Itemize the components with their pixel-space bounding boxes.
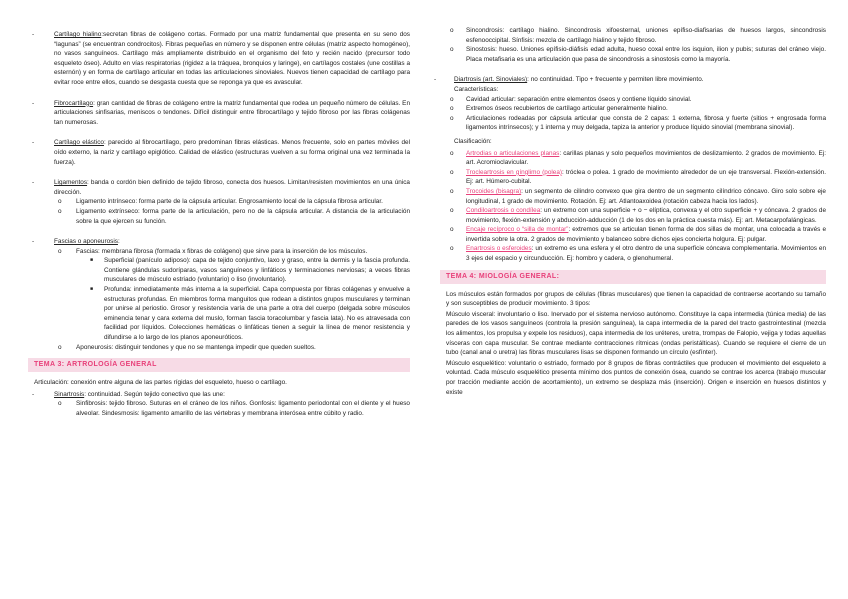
fibrocartilago-item <box>28 99 410 128</box>
bullet-dash: - <box>32 238 35 246</box>
bullet-circle: o <box>58 247 62 255</box>
sincondrosis-item: o Sincondrosis: cartílago hialino. Sincondrosis xifoesternal, uniones epífiso-diafisarias de huesos largos, sincondrosis esfenooccipital. Sínfisis: mezcla de cartílago hialino y tejido fibroso. <box>450 27 826 44</box>
diartrosis-term: Diartrosis (art. Sinoviales) <box>454 76 528 84</box>
bullet-circle: o <box>450 207 454 215</box>
cartilago-elastico-text: : parecido al fibrocartílago, pero predominan fibras elásticas. Menos frecuente, solo en partes móviles del oído externo, la nariz y cartílago epiglótico. Calidad de elástico (estructuras vuelven a su forma original una vez terminada la fuerza). <box>54 139 410 166</box>
bullet-circle: o <box>450 105 454 113</box>
bullet-circle: o <box>450 27 454 34</box>
clasificacion-item-trocoides: o Trocoides (bisagra): un segmento de cilindro convexo que gira dentro de un segmento cilíndrico cóncavo. Giro solo sobre eje longitudinal, 1 grado de movimiento. Rotación. Ej: art. Atlantoaxoidea (rotación cabeza hacia los lados). <box>450 187 826 205</box>
bullet-circle: o <box>450 46 454 54</box>
fibrocartilago-term: Fibrocartílago <box>54 99 94 107</box>
clasificacion-label: Clasificación: <box>454 137 492 145</box>
clasificacion-item-encaje-reciproco: o Encaje recíproco o “silla de montar”: extremos que se articulan tienen forma de dos sillas de montar, una colocada a través e invertida sobre la otra. 2 grados de movimiento y balanceo sobre dichos ejes concierta holgura. Ej: pulgar. <box>450 226 826 243</box>
fibrocartilago-text: : gran cantidad de fibras de colágeno entre la matriz fundamental que rodea un pequeño número de células. En articulaciones sinfisarias, meniscos o tendones. Difícil distinguir entre fibrocartílago y tejido fibroso por las fibras colágenas tan numerosas. <box>54 99 410 126</box>
bullet-dash: - <box>32 99 35 107</box>
caracteristica-item: o Articulaciones rodeadas por cápsula articular que consta de 2 capas: 1 externa, fibrosa y fuerte (sitios + engrosada forma ligamentos intrínsecos); y 1 interna y muy delgada, tapiza la anterior y produce líquido sinovial (membrana sinovial). <box>450 114 826 132</box>
bullet-circle: o <box>450 149 454 157</box>
bullet-square: ■ <box>90 257 94 264</box>
ligamento-extrinseco: o Ligamento extrínseco: forma parte de la articulación, pero no de la cápsula articular. A distancia de la articulación sobre la que ejercen su función. <box>58 207 410 225</box>
cartilago-hialino-text: :secretan fibras de colágeno cortas. Formado por una matriz fundamental que presenta en su seno dos “lagunas” (se encuentran condrocitos). Fibras pequeñas en número y se disponen entre células (matriz aspecto homogéneo), no vasos sanguíneos. Cartílago más ampliamente distribuido en el organismo del feto y recién nacido (precursor todo esqueleto óseo). Adulto en vías respiratorias (rigidez a la tráquea, bronquios y laringe), en cartílagos costales (une costillas a esternón) y en forma de cartílago articular en todas las articulaciones sinoviales. Nuevos tienen capacidad de cartílago para evitar roce entre ellos, cuando se desgasta cuesta que se reponga ya que es avascular. <box>54 31 410 86</box>
caracteristicas-label: Características: <box>454 85 499 93</box>
caracteristica-item: o Extremos óseos recubiertos de cartílago articular generalmente hialino. <box>450 105 668 113</box>
sinostosis-item: o Sinostosis: hueso. Uniones epífisio-diáfisis edad adulta, hueso coxal entre los isquion, ilion y pubis; suturas del cráneo viejo. Placa metafisaria es una articulación que pasa de sincondrosis a sinostosis como la mayoría. <box>450 46 826 63</box>
bullet-circle: o <box>450 226 454 234</box>
musculo-esqueletico-paragraph: Músculo esquelético: voluntario o estriado, formado por 8 grupos de fibras contráctiles que producen el movimiento del esqueleto a voluntad. Cada músculo esquelético presenta mínimo dos puntos de conexión ósea, cuando se contrae los acerca (trabajo muscular por tracción mediante acción de acortamiento), un extremo se desplaza más (inserción). Origen e inserción en huesos distintos y existe <box>446 359 826 396</box>
clasificacion-item-condiloartrosis: o Condiloartrosis o condílea: un extremo con una superficie + o − elíptica, convexa y el otro superficie + y cóncava. 2 grados de movimiento, flexión-extensión y abducción-adducción (1 de los dos en la práctica cuesta más). Ej: art. Metacarpofalángicas. <box>450 207 826 224</box>
bullet-square: ■ <box>90 286 94 293</box>
bullet-dash: - <box>32 179 35 187</box>
bullet-circle: o <box>450 187 454 195</box>
bullet-circle: o <box>58 400 62 408</box>
tema3-heading: TEMA 3: ARTROLOGÍA GENERAL <box>28 358 410 372</box>
right-column <box>434 26 827 397</box>
ligamentos-text: : banda o cordón bien definido de tejido fibroso, conecta dos huesos. Limitan/resisten movimientos en una única dirección. <box>54 179 410 196</box>
miologia-intro: Los músculos están formados por grupos de células (fibras musculares) que tienen la capacidad de contraerse acortando su tamaño y son susceptibles de producir movimiento. 3 tipos: <box>446 290 826 308</box>
tema4-heading: TEMA 4: MIOLOGÍA GENERAL: <box>440 270 826 284</box>
bullet-dash: - <box>434 76 437 84</box>
sinartrosis-term: Sinartrosis <box>54 390 85 398</box>
artrodias-term: Artrodias o articulaciones planas <box>466 149 560 157</box>
sinartrosis-item: - Sinartrosis: continuidad. Según tejido conectivo que las une: <box>32 390 225 398</box>
fascia-superficial: ■ Superficial (panículo adiposo): capa de tejido conjuntivo, laxo y graso, entre la dermis y la fascia profunda. Contiene glándulas sudoríparas, vasos sanguíneos y linfáticos y terminaciones nerviosas; a veces fibras musculares de músculo estriado (voluntario) o liso (involuntario). <box>90 257 410 284</box>
encaje-reciproco-term: Encaje recíproco o “silla de montar” <box>466 226 569 234</box>
cartilago-elastico-term: Cartílago elástico <box>54 139 104 147</box>
caracteristica-item: o Cavidad articular: separación entre elementos óseos y contiene líquido sinovial. <box>450 95 692 103</box>
left-column <box>28 30 410 419</box>
bullet-dash: - <box>32 31 35 38</box>
clasificacion-item-trocleartrosis: o Trocleartrosis en gínglimo (polea): tróclea o polea. 1 grado de movimiento alrededor de un eje transversal. Flexión-extensión. Ej: art. Húmero-cubital. <box>450 168 827 186</box>
bullet-circle: o <box>450 95 454 103</box>
aponeurosis-definition: o Aponeurosis: distinguir tendones y que no se mantenga impedir que queden sueltos. <box>58 343 316 351</box>
fascias-definition: o Fascias: membrana fibrosa (formada x fibras de colágeno) que sirve para la inserción de los músculos. <box>58 247 368 255</box>
trocoides-term: Trocoides (bisagra) <box>466 187 522 195</box>
bullet-circle: o <box>450 114 454 122</box>
cartilago-elastico-item <box>28 138 410 167</box>
bullet-circle: o <box>450 245 454 253</box>
clasificacion-item-artrodias: o Artrodias o articulaciones planas: carillas planas y solo pequeños movimientos de deslizamiento. 2 grados de movimiento. Ej: art. Acromioclavicular. <box>450 149 826 167</box>
bullet-circle: o <box>58 343 62 351</box>
ligamentos-item <box>28 178 410 226</box>
sinfibrosis-item: o Sinfibrosis: tejido fibroso. Suturas en el cráneo de los niños. Gonfosis: ligamento periodontal con el diente y el hueso alveolar. Sindesmosis: ligamento amarillo de las vértebras y membrana interósea entre cúbito y radio. <box>58 400 410 417</box>
ligamentos-term: Ligamentos <box>54 179 88 187</box>
cartilago-hialino-item <box>28 30 410 88</box>
articulacion-definition: Articulación: conexión entre alguna de las partes rígidas del esqueleto, hueso o cartílago. <box>34 379 287 387</box>
ligamento-intrinseco: o Ligamento intrínseco: forma parte de la cápsula articular. Engrosamiento local de la cápsula fibrosa articular. <box>58 198 383 206</box>
bullet-circle: o <box>58 207 62 215</box>
trocleartrosis-term: Trocleartrosis en gínglimo (polea) <box>466 168 563 176</box>
cartilago-hialino-term: Cartílago hialino <box>54 31 102 38</box>
fascias-item: - Fascias o aponeurosis: o Fascias: membrana fibrosa (formada x fibras de colágeno) que sirve para la inserción de los músculos. ■ Superficial (panículo adiposo): capa de tejido conjuntivo, laxo y graso, entre la dermis y la fascia profunda. Contiene glándulas sudoríparas, vasos sanguíneos y linfáticos y terminaciones nerviosas; a veces fibras musculares de músculo estriado (voluntario) o liso (involuntario). ■ Profunda: inmediatamente más interna a la superficial. Capa compuesta por fibras colágenas y envuelve a estructuras profundas. En miembros forma manguitos que rodean a distintos grupos musculares y terminan por unirse al periostio. Grosor y resistencia varía de una parte a otra del cuerpo (delgada sobre músculos eminencia tenar y cara externa del muslo, forman fascia toracolumbar y fascia lata). No es atravesada con facilidad por líquidos. Colecciones hemáticas o linfáticas tienen a seguir la línea de menor resistencia y difundirse a lo largo de los planos aponeuróticos. o Aponeurosis: distinguir tendones y que no se mantenga impedir que queden sueltos. <box>28 237 410 352</box>
bullet-circle: o <box>58 198 62 206</box>
clasificacion-item-enartrosis: o Enartrosis o esferoides: un extremo es una esfera y el otro dentro de una superficie cóncava complementaria. Movimientos en 3 ejes del espacio y circunducción. Ej: hombro y cadera, o glenohumeral. <box>450 245 826 263</box>
bullet-dash: - <box>32 390 35 398</box>
bullet-dash: - <box>32 139 35 147</box>
fascias-term: Fascias o aponeurosis <box>54 238 118 246</box>
musculo-visceral-paragraph: Músculo visceral: involuntario o liso. Inervado por el sistema nervioso autónomo. Constituye la capa intermedia (túnica media) de las paredes de los vasos sanguíneos (controla la presión sanguínea), la capa intermedia de la pared del tracto gastrointestinal (mezcla los alimentos, los propulsa y expele los residuos), capa intermedia de los uréteres, uretra, trompas de Falopio, vejiga y todas aquellas vísceras con capa muscular. Se contrae mediante contracciones rítmicas (ondas peristálticas). Cuando se requiere el cierre de un tubo (canal anal o uretra) las fibras musculares lisas se disponen formando un círculo (esfínter). <box>446 310 826 357</box>
diartrosis-item: - Diartrosis (art. Sinoviales): no continuidad. Tipo + frecuente y permiten libre movimiento. <box>434 76 704 84</box>
bullet-circle: o <box>450 168 454 176</box>
enartrosis-term: Enartrosis o esferoides <box>466 245 532 253</box>
condiloartrosis-term: Condiloartrosis o condílea <box>466 207 541 215</box>
fascia-profunda: ■ Profunda: inmediatamente más interna a la superficial. Capa compuesta por fibras colágenas y envuelve a estructuras profundas. En miembros forma manguitos que rodean a distintos grupos musculares y terminan por unirse al periostio. Grosor y resistencia varía de una parte a otra del cuerpo (delgada sobre músculos eminencia tenar y cara externa del muslo, forman fascia toracolumbar y fascia lata). No es atravesada con facilidad por líquidos. Colecciones hemáticas o linfáticas tienen a seguir la línea de menor resistencia y difundirse a lo largo de los planos aponeuróticos. <box>90 286 410 342</box>
